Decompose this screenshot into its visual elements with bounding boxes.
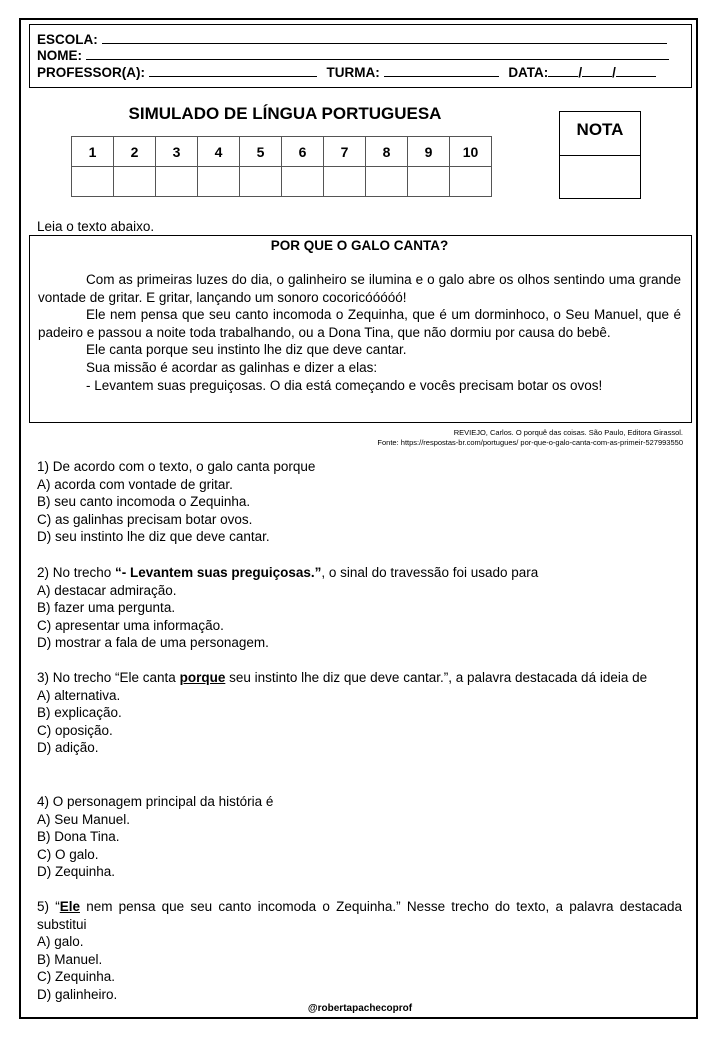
- citation: [377, 428, 683, 448]
- answer-cell[interactable]: [408, 167, 450, 197]
- answer-option[interactable]: C) apresentar uma informação.: [37, 617, 224, 633]
- answer-cell[interactable]: [282, 167, 324, 197]
- answer-option[interactable]: D) seu instinto lhe diz que deve cantar.: [37, 529, 270, 545]
- answer-option[interactable]: D) adição.: [37, 740, 99, 756]
- answer-option[interactable]: B) fazer uma pergunta.: [37, 600, 176, 616]
- grid-number: 6: [282, 137, 324, 167]
- reading-text-title: POR QUE O GALO CANTA?: [270, 238, 449, 253]
- stem-highlight: “- Levantem suas preguiçosas.”: [115, 565, 322, 580]
- professor-label: PROFESSOR(A):: [37, 65, 145, 80]
- data-label: DATA:: [508, 65, 549, 80]
- grid-number: 7: [324, 137, 366, 167]
- grid-number: 8: [366, 137, 408, 167]
- nome-field[interactable]: [86, 47, 669, 60]
- professor-line: [37, 64, 656, 80]
- reading-text-box: [29, 235, 692, 423]
- answer-cell[interactable]: [114, 167, 156, 197]
- answer-cell[interactable]: [72, 167, 114, 197]
- student-header: [29, 24, 692, 88]
- answer-option[interactable]: C) oposição.: [37, 722, 113, 738]
- answer-option[interactable]: C) O galo.: [37, 846, 99, 862]
- date-sep-2: /: [612, 65, 616, 80]
- answer-cell[interactable]: [156, 167, 198, 197]
- page-title: SIMULADO DE LÍNGUA PORTUGUESA: [128, 104, 442, 123]
- grid-number: 10: [450, 137, 492, 167]
- answer-option[interactable]: A) destacar admiração.: [37, 582, 177, 598]
- answer-cell[interactable]: [324, 167, 366, 197]
- question-1: [37, 458, 682, 546]
- nota-field[interactable]: [560, 156, 640, 200]
- answer-option[interactable]: B) Dona Tina.: [37, 829, 120, 845]
- answer-grid-blanks: [72, 167, 492, 197]
- question-4: [37, 793, 682, 881]
- grid-number: 4: [198, 137, 240, 167]
- answer-option[interactable]: C) as galinhas precisam botar ovos.: [37, 511, 253, 527]
- stem-text: 5) “: [37, 899, 60, 914]
- answer-option[interactable]: D) mostrar a fala de uma personagem.: [37, 635, 269, 651]
- nota-box: [559, 111, 641, 199]
- question-stem: [37, 669, 682, 687]
- answer-cell[interactable]: [198, 167, 240, 197]
- answer-option[interactable]: A) galo.: [37, 934, 84, 950]
- grid-number: 5: [240, 137, 282, 167]
- turma-label: TURMA:: [326, 65, 380, 80]
- paragraph: Ele canta porque seu instinto lhe diz que deve cantar.: [86, 342, 407, 358]
- question-stem: [37, 898, 682, 933]
- answer-option[interactable]: A) acorda com vontade de gritar.: [37, 476, 233, 492]
- stem-text: nem pensa que seu canto incomoda o Zequinha.” Nesse trecho do texto, a palavra destacada substitui: [37, 899, 683, 932]
- grid-number: 2: [114, 137, 156, 167]
- answer-cell[interactable]: [240, 167, 282, 197]
- paragraph: Com as primeiras luzes do dia, o galinheiro se ilumina e o galo abre os olhos sentindo uma grande vontade de gritar. E gritar, lançando um sonoro cocoricóóóóó!: [38, 272, 681, 305]
- nome-label: NOME:: [37, 48, 82, 63]
- data-month-field[interactable]: [582, 64, 612, 77]
- question-stem: 1) De acordo com o texto, o galo canta porque: [37, 459, 316, 474]
- turma-field[interactable]: [384, 64, 499, 77]
- nota-label: NOTA: [560, 112, 640, 156]
- citation-reference: REVIEJO, Carlos. O porquê das coisas. São Paulo, Editora Girassol.: [453, 428, 683, 437]
- escola-field[interactable]: [102, 31, 667, 44]
- answer-grid: [71, 136, 492, 197]
- paragraph: Ele nem pensa que seu canto incomoda o Zequinha, que é um dorminhoco, o Seu Manuel, que é padeiro e passou a noite toda trabalhando, ou a Dona Tina, que não dormiu por causa do bebê.: [38, 307, 681, 340]
- question-2: [37, 564, 682, 652]
- author-handle: @robertapachecoprof: [307, 1003, 413, 1014]
- answer-option[interactable]: A) Seu Manuel.: [37, 811, 131, 827]
- question-3: [37, 669, 682, 757]
- nome-line: [37, 47, 669, 63]
- date-sep-1: /: [578, 65, 583, 80]
- citation-source: Fonte: https://respostas-br.com/portugues/ por-que-o-galo-canta-com-as-primeir-527993550: [377, 438, 683, 447]
- answer-option[interactable]: D) galinheiro.: [37, 986, 118, 1002]
- escola-line: [37, 31, 667, 47]
- professor-field[interactable]: [149, 64, 317, 77]
- grid-number: 1: [72, 137, 114, 167]
- answer-option[interactable]: B) seu canto incomoda o Zequinha.: [37, 494, 251, 510]
- data-day-field[interactable]: [548, 64, 578, 77]
- answer-grid-numbers: [72, 137, 492, 167]
- answer-cell[interactable]: [450, 167, 492, 197]
- stem-text: , o sinal do travessão foi usado para: [321, 565, 539, 580]
- stem-highlight: porque: [179, 670, 226, 685]
- grid-number: 3: [156, 137, 198, 167]
- stem-text: seu instinto lhe diz que deve cantar.”, a palavra destacada dá ideia de: [225, 670, 648, 685]
- question-stem: [37, 564, 682, 582]
- stem-highlight: Ele: [59, 899, 80, 914]
- reading-instruction: Leia o texto abaixo.: [37, 219, 155, 234]
- question-5: [37, 898, 682, 1004]
- stem-text: 3) No trecho “Ele canta: [37, 670, 180, 685]
- answer-cell[interactable]: [366, 167, 408, 197]
- paragraph: Sua missão é acordar as galinhas e dizer a elas:: [86, 359, 378, 375]
- stem-text: 2) No trecho: [37, 565, 116, 580]
- data-year-field[interactable]: [616, 64, 656, 77]
- answer-option[interactable]: B) explicação.: [37, 705, 122, 721]
- question-stem: 4) O personagem principal da história é: [37, 794, 274, 809]
- paragraph: - Levantem suas preguiçosas. O dia está começando e vocês precisam botar os ovos!: [86, 377, 603, 393]
- answer-option[interactable]: C) Zequinha.: [37, 969, 116, 985]
- grid-number: 9: [408, 137, 450, 167]
- answer-option[interactable]: A) alternativa.: [37, 687, 121, 703]
- answer-option[interactable]: D) Zequinha.: [37, 864, 116, 880]
- answer-option[interactable]: B) Manuel.: [37, 951, 103, 967]
- escola-label: ESCOLA:: [37, 32, 98, 47]
